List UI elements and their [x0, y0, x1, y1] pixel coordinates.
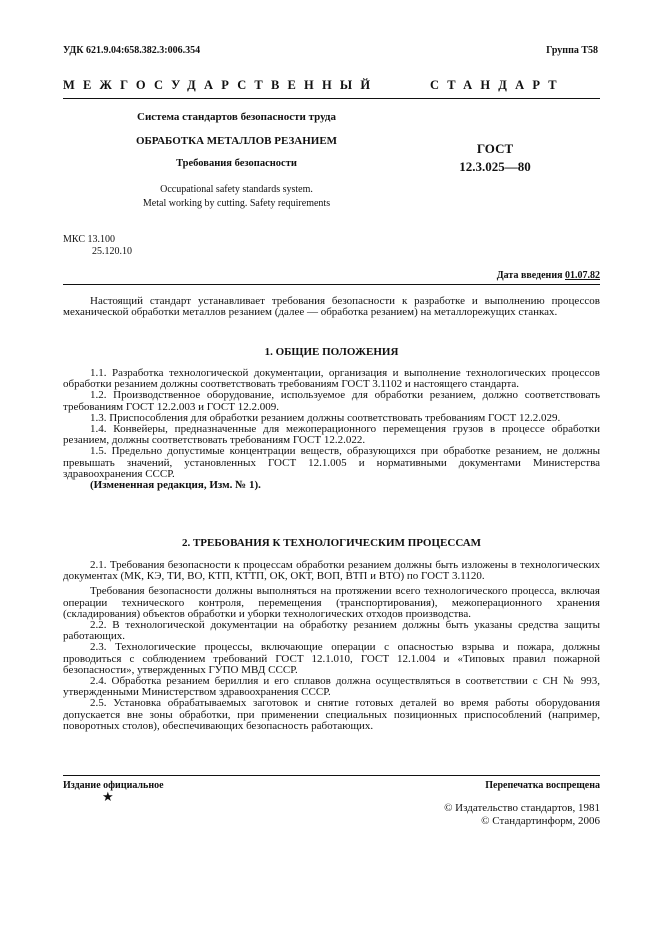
intro-paragraph: Настоящий стандарт устанавливает требования безопасности к разработке и выполнению процессов механической обработки металлов резанием (далее — обработка резанием) на металлорежущих станках. — [63, 295, 600, 319]
header-rule — [63, 98, 600, 99]
banner-standard: СТАНДАРТ — [430, 78, 565, 92]
effective-date — [420, 270, 600, 281]
date-rule — [63, 284, 600, 285]
para-2-1: 2.1. Требования безопасности к процессам обработки резанием должны быть изложены в технологических документах (МК, КЭ, ТИ, ВО, КТП, КТТП, ОК, ОКТ, ВОП, ВТП и ВТО) по ГОСТ 3.1120. — [63, 559, 600, 583]
group-code: Группа Т58 — [546, 45, 598, 56]
gost-label: ГОСТ — [476, 141, 514, 156]
mks-line1: МКС 13.100 — [63, 234, 115, 245]
para-1-3: 1.3. Приспособления для обработки резанием должны соответствовать требованиям ГОСТ 12.2.029. — [90, 411, 561, 424]
reprint-prohibited: Перепечатка воспрещена — [485, 780, 600, 791]
copyright-block — [380, 802, 600, 828]
copyright-2: © Стандартинформ, 2006 — [481, 815, 600, 827]
copyright-1: © Издательство стандартов, 1981 — [444, 802, 600, 814]
para-2-1b: Требования безопасности должны выполняться на протяжении всего технологического процесса, включая операции технического контроля, перемещения (транспортирования), межоперационного хранения (складирования) объектов обработки и уборки технологических отходов производства. — [63, 585, 600, 620]
mks-codes — [63, 234, 132, 257]
section1-title: 1. ОБЩИЕ ПОЛОЖЕНИЯ — [264, 346, 399, 358]
para-1-5: 1.5. Предельно допустимые концентрации веществ, образующихся при обработке резанием, не должны превышать значений, установленных ГОСТ 12.1.005 и нормативными документами Министерства здравоохранения СССР. — [63, 445, 600, 480]
document-subtitle: Требования безопасности — [176, 158, 297, 169]
document-title: ОБРАБОТКА МЕТАЛЛОВ РЕЗАНИЕМ — [135, 135, 338, 147]
date-value: 01.07.82 — [565, 270, 600, 281]
para-1-1: 1.1. Разработка технологической документации, организация и выполнение технологических процессов обработки резанием должны соответствовать требованиям ГОСТ 3.1102 и настоящего стандарта. — [63, 367, 600, 391]
para-2-4: 2.4. Обработка резанием бериллия и его сплавов должна осуществляться в соответствии с СН № 993, утвержденными Министерством здравоохранения СССР. — [63, 675, 600, 699]
section1-body — [63, 368, 600, 491]
amendment-note: (Измененная редакция, Изм. № 1). — [90, 479, 261, 492]
section2-body — [63, 560, 600, 732]
english-title — [100, 183, 373, 211]
english-title-line1: Occupational safety standards system. — [160, 184, 313, 195]
system-title: Система стандартов безопасности труда — [137, 111, 336, 123]
star-icon: ★ — [102, 789, 114, 804]
para-1-2: 1.2. Производственное оборудование, используемое для обработки резанием, должно соответствовать требованиям ГОСТ 12.2.003 и ГОСТ 12.2.009. — [63, 389, 600, 413]
mks-line2: 25.120.10 — [92, 245, 132, 257]
para-2-5: 2.5. Установка обрабатываемых заготовок и снятие готовых деталей во время работы оборудования допускается вне зоны обработки, при применении специальных позиционных приспособлений (например, поворотных столов), обеспечивающих безопасность работающих. — [63, 697, 600, 732]
gost-number: 12.3.025—80 — [459, 159, 531, 174]
banner-interstate: МЕЖГОСУДАРСТВЕННЫЙ — [63, 78, 379, 92]
english-title-line2: Metal working by cutting. Safety requirements — [142, 198, 331, 209]
official-edition: Издание официальное — [63, 780, 164, 791]
gost-designation — [440, 140, 550, 176]
date-label: Дата введения — [496, 270, 563, 281]
para-2-2: 2.2. В технологической документации на обработку резанием должны быть указаны средства защиты работающих. — [63, 619, 600, 643]
para-2-3: 2.3. Технологические процессы, включающие операции с опасностью взрыва и пожара, должны проводиться с соблюдением требований ГОСТ 12.1.010, ГОСТ 12.1.004 и «Типовых правил пожарной безопасности», утвержденных ГУПО МВД СССР. — [63, 641, 600, 676]
section2-title: 2. ТРЕБОВАНИЯ К ТЕХНОЛОГИЧЕСКИМ ПРОЦЕССАМ — [181, 537, 482, 549]
para-1-4: 1.4. Конвейеры, предназначенные для межоперационного перемещения грузов в процессе обработки резанием, должны соответствовать требованиям ГОСТ 12.2.022. — [63, 423, 600, 447]
udk-code: УДК 621.9.04:658.382.3:006.354 — [63, 45, 201, 56]
footer-rule — [63, 775, 600, 776]
